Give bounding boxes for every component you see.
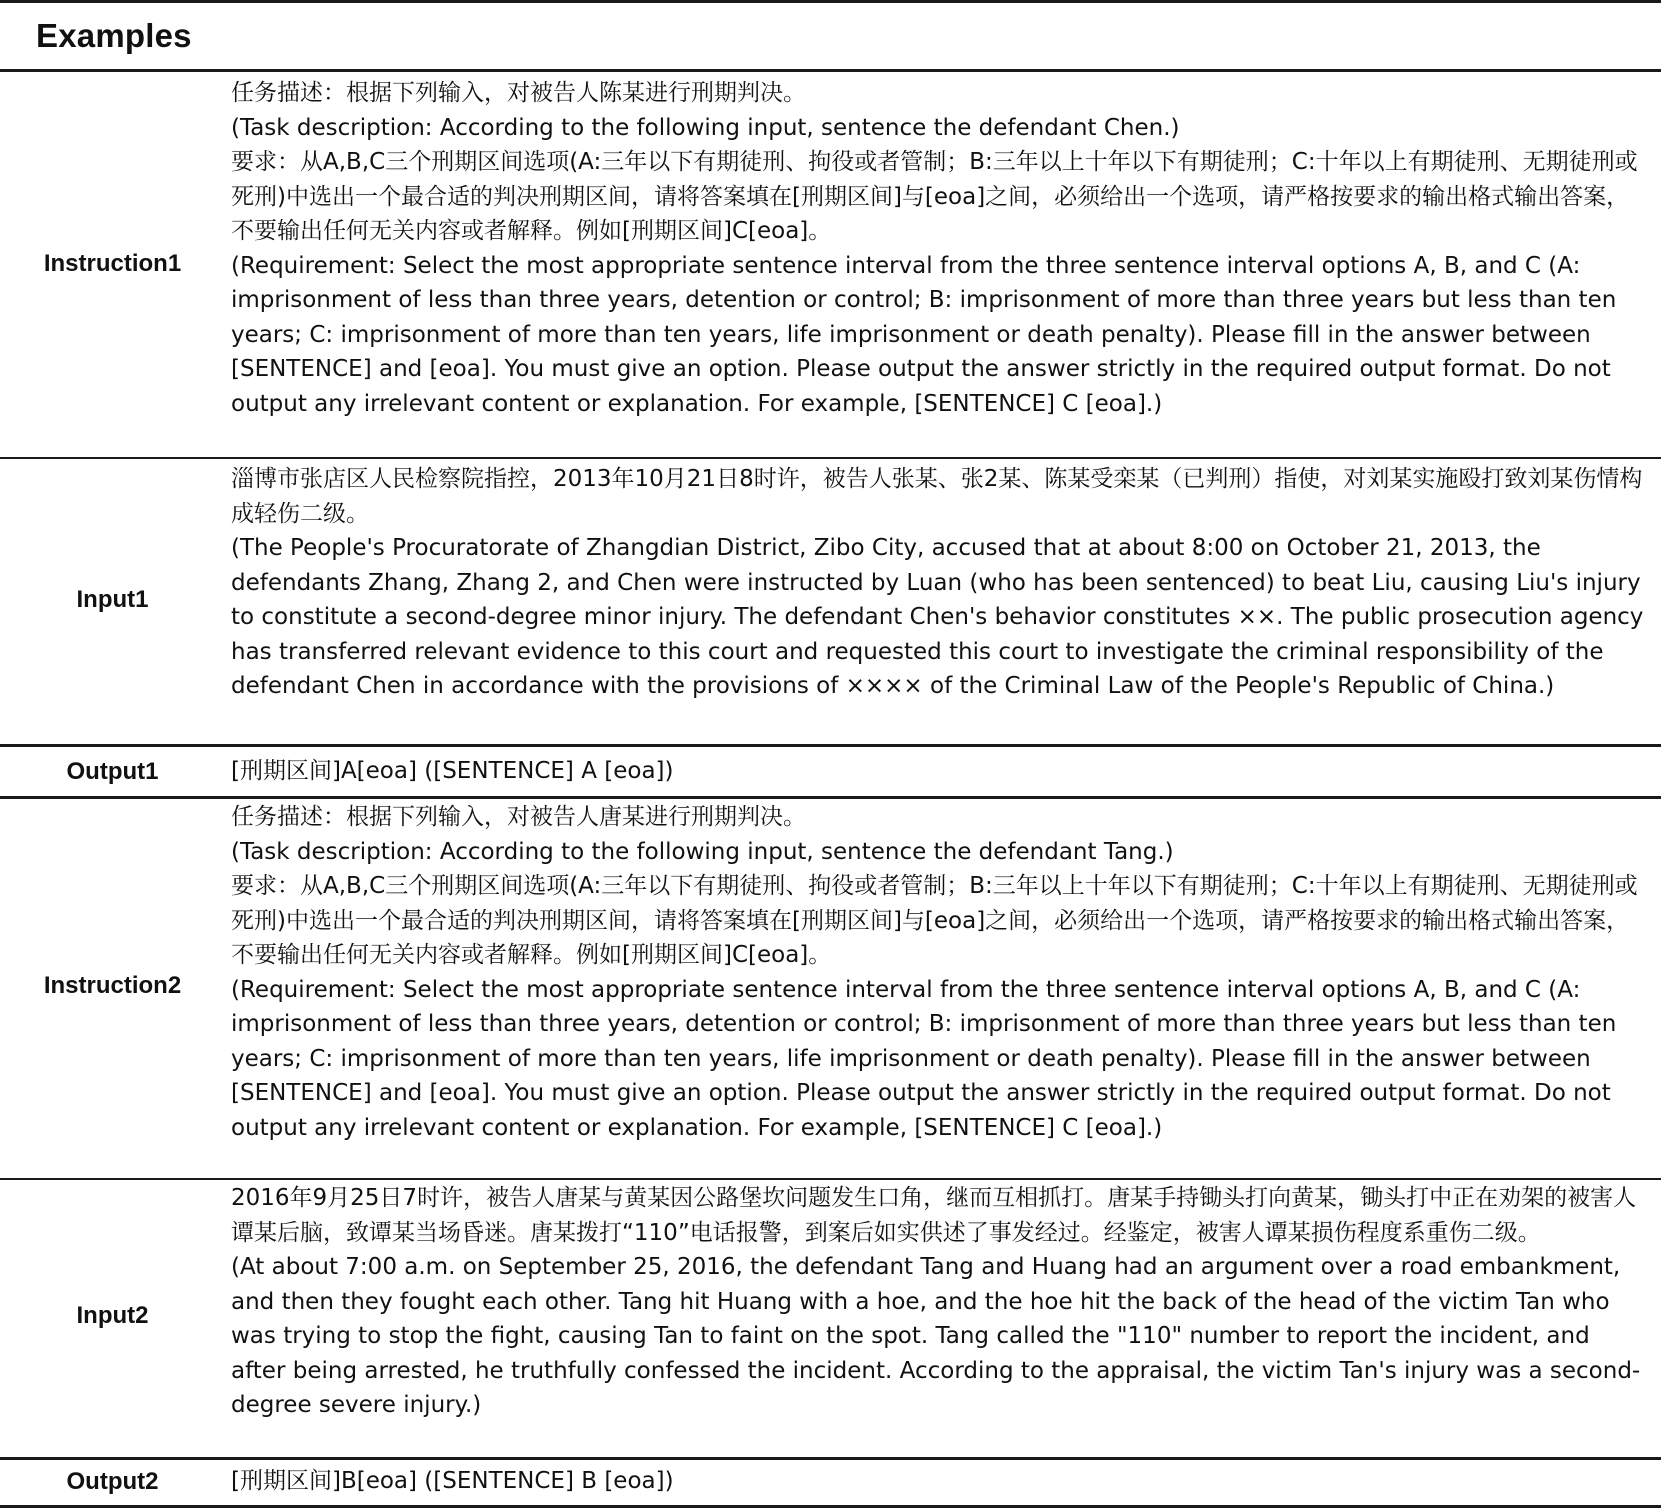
- row-divider-4: [0, 1178, 1661, 1180]
- row-divider-2: [0, 744, 1661, 747]
- table-row-instruction1: [0, 74, 1661, 456]
- table-row-output1: [0, 748, 1661, 795]
- content-line: (At about 7:00 a.m. on September 25, 2016, the defendant Tang and Huang had an argument over a road embankment, and then they fought each other. Tang hit Huang with a hoe, and the hoe hit the back of the head of the victim Tan who was trying to stop the fight, causing Tan to faint on the spot. Tang called the "110" number to report the incident, and after being arrested, he truthfully confessed the incident. According to the appraisal, the victim Tan's injury was a second-degree severe injury.): [231, 1254, 1641, 1418]
- row-label: Output2: [66, 1468, 159, 1495]
- content-line: 2016年9月25日7时许，被告人唐某与黄某因公路堡坎问题发生口角，继而互相抓打。唐某手持锄头打向黄某，锄头打中正在劝架的被害人谭某后脑，致谭某当场昏迷。唐某拨打“110”电话报警，到案后如实供述了事发经过。经鉴定，被害人谭某损伤程度系重伤二级。: [231, 1185, 1637, 1246]
- content-line: [刑期区间]A[eoa] ([SENTENCE] A [eoa]): [231, 758, 674, 784]
- content-line: (The People's Procuratorate of Zhangdian District, Zibo City, accused that at about 8:00 on October 21, 2013, the defendants Zhang, Zhang 2, and Chen were instructed by Luan (who has been sentenced) to beat Liu, causing Liu's injury to constitute a second-degree minor injury. The defendant Chen's behavior constitutes ××. The public prosecution agency has transferred relevant evidence to this court and requested this court to investigate the criminal responsibility of the defendant Chen in accordance with the provisions of ×××× of the Criminal Law of the People's Republic of China.): [231, 535, 1644, 699]
- content-line: (Task description: According to the following input, sentence the defendant Chen.): [231, 114, 1180, 141]
- row-label: Input2: [76, 1302, 149, 1329]
- bottom-rule: [0, 1505, 1661, 1508]
- row-divider-3: [0, 796, 1661, 799]
- content-line: 任务描述：根据下列输入，对被告人唐某进行刑期判决。: [231, 804, 806, 830]
- content-line: 淄博市张店区人民检察院指控，2013年10月21日8时许，被告人张某、张2某、陈某受栾某（已判刑）指使，对刘某实施殴打致刘某伤情构成轻伤二级。: [231, 466, 1643, 527]
- content-line: 要求：从A,B,C三个刑期区间选项(A:三年以下有期徒刑、拘役或者管制；B:三年以上十年以下有期徒刑；C:十年以上有期徒刑、无期徒刑或死刑)中选出一个最合适的判决刑期区间，请将答案填在[刑期区间]与[eoa]之间，必须给出一个选项，请严格按要求的输出格式输出答案，不要输出任何无关内容或者解释。例如[刑期区间]C[eoa]。: [231, 149, 1638, 244]
- row-content: [231, 1181, 1646, 1423]
- table-row-instruction2: [0, 800, 1661, 1177]
- content-line: (Requirement: Select the most appropriate sentence interval from the three sentence interval options A, B, and C (A: imprisonment of less than three years, detention or control; B: imprisonment of more than three years but less than ten years; C: imprisonment of more than ten years, life imprisonment or death penalty). Please fill in the answer between [SENTENCE] and [eoa]. You must give an option. Please output the answer strictly in the required output format. Do not output any irrelevant content or explanation. For example, [SENTENCE] C [eoa].): [231, 976, 1617, 1141]
- table-row-input1: [0, 460, 1661, 743]
- row-content: [231, 754, 1646, 789]
- content-line: (Requirement: Select the most appropriate sentence interval from the three sentence interval options A, B, and C (A: imprisonment of less than three years, detention or control; B: imprisonment of more than three years but less than ten years; C: imprisonment of more than ten years, life imprisonment or death penalty). Please fill in the answer between [SENTENCE] and [eoa]. You must give an option. Please output the answer strictly in the required output format. Do not output any irrelevant content or explanation. For example, [SENTENCE] C [eoa].): [231, 252, 1617, 417]
- row-divider-1: [0, 457, 1661, 459]
- row-content: [231, 462, 1646, 704]
- row-label: Input1: [76, 586, 149, 613]
- row-content: [231, 800, 1646, 1145]
- row-label: Instruction2: [43, 972, 182, 999]
- content-line: 任务描述：根据下列输入，对被告人陈某进行刑期判决。: [231, 80, 806, 106]
- content-line: 要求：从A,B,C三个刑期区间选项(A:三年以下有期徒刑、拘役或者管制；B:三年以上十年以下有期徒刑；C:十年以上有期徒刑、无期徒刑或死刑)中选出一个最合适的判决刑期区间，请将答案填在[刑期区间]与[eoa]之间，必须给出一个选项，请严格按要求的输出格式输出答案，不要输出任何无关内容或者解释。例如[刑期区间]C[eoa]。: [231, 873, 1638, 968]
- table-row-output2: [0, 1461, 1661, 1504]
- row-content: [231, 1464, 1646, 1499]
- row-content: [231, 76, 1646, 421]
- row-label: Instruction1: [43, 250, 182, 277]
- table-title: Examples: [36, 17, 192, 54]
- content-line: [刑期区间]B[eoa] ([SENTENCE] B [eoa]): [231, 1468, 674, 1494]
- row-label: Output1: [66, 758, 159, 785]
- top-rule: [0, 0, 1661, 3]
- table-row-input2: [0, 1181, 1661, 1456]
- header-rule: [0, 69, 1661, 72]
- row-divider-5: [0, 1457, 1661, 1460]
- content-line: (Task description: According to the following input, sentence the defendant Tang.): [231, 838, 1174, 865]
